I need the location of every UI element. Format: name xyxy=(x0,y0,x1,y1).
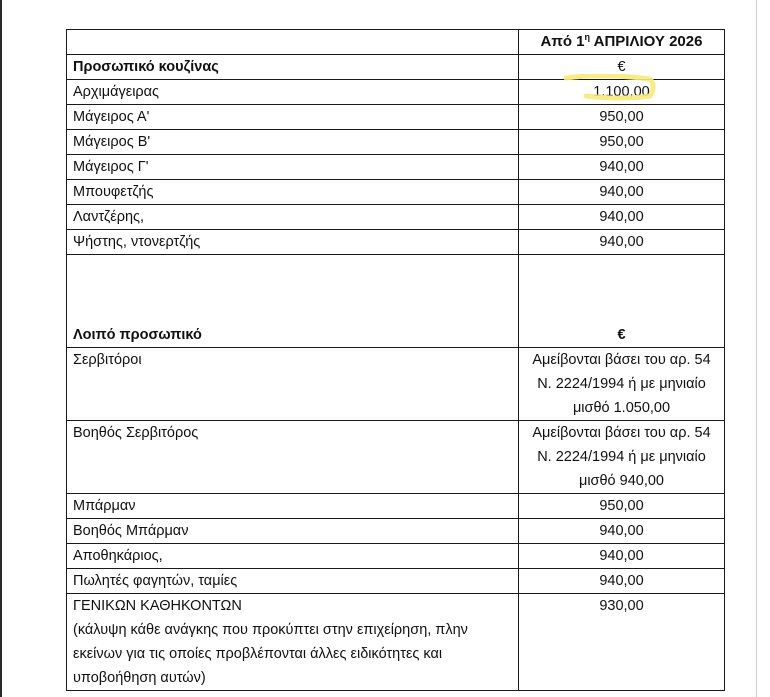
other-currency: € xyxy=(519,255,725,348)
table-row xyxy=(67,80,725,105)
table-row xyxy=(67,348,725,421)
role-cell: Πωλητές φαγητών, ταμίες xyxy=(67,569,519,594)
role-cell: Αρχιμάγειρας xyxy=(67,80,519,105)
header-empty-cell xyxy=(67,30,519,55)
role-cell: Λαντζέρης, xyxy=(67,205,519,230)
role-cell: Αποθηκάριος, xyxy=(67,544,519,569)
table-row-general-duties xyxy=(67,594,725,691)
kitchen-section-row xyxy=(67,55,725,80)
amount-cell: 940,00 xyxy=(519,205,725,230)
role-cell: Μάγειρος Β' xyxy=(67,130,519,155)
table-row xyxy=(67,230,725,255)
amount-cell: 930,00 xyxy=(519,594,725,691)
role-cell: Μάγειρος Γ' xyxy=(67,155,519,180)
general-duties-cell xyxy=(67,594,519,691)
page-edge-right xyxy=(756,0,757,697)
general-duties-title: ΓΕΝΙΚΩΝ ΚΑΘΗΚΟΝΤΩΝ xyxy=(73,598,242,614)
amount-cell: 1.100,00 xyxy=(519,80,725,105)
page-edge-left xyxy=(0,0,2,697)
amount-cell: 940,00 xyxy=(519,519,725,544)
role-cell: Μπάρμαν xyxy=(67,494,519,519)
table-row xyxy=(67,519,725,544)
kitchen-section-title: Προσωπικό κουζίνας xyxy=(67,55,519,80)
amount-cell: 950,00 xyxy=(519,105,725,130)
table-row xyxy=(67,544,725,569)
amount-cell: Αμείβονται βάσει του αρ. 54 Ν. 2224/1994 ή με μηνιαίο μισθό 1.050,00 xyxy=(519,348,725,421)
role-cell: Ψήστης, ντονερτζής xyxy=(67,230,519,255)
table-row xyxy=(67,180,725,205)
table-row xyxy=(67,205,725,230)
role-cell: Βοηθός Μπάρμαν xyxy=(67,519,519,544)
table-row xyxy=(67,105,725,130)
amount-cell: 940,00 xyxy=(519,155,725,180)
role-cell: Μάγειρος Α' xyxy=(67,105,519,130)
table-row xyxy=(67,155,725,180)
amount-cell: 950,00 xyxy=(519,494,725,519)
table-row xyxy=(67,569,725,594)
table-header-row xyxy=(67,30,725,55)
role-cell: Μπουφετζής xyxy=(67,180,519,205)
table-row xyxy=(67,421,725,494)
amount-cell: 940,00 xyxy=(519,544,725,569)
kitchen-currency: € xyxy=(519,55,725,80)
date-header: Από $1^\eta$ ΑΠΡΙΛΙΟΥ 2026 xyxy=(519,30,725,55)
amount-cell: 940,00 xyxy=(519,230,725,255)
role-cell: Σερβιτόροι xyxy=(67,348,519,421)
wage-table xyxy=(66,29,725,691)
other-section-row xyxy=(67,255,725,348)
role-cell: Βοηθός Σερβιτόρος xyxy=(67,421,519,494)
other-section-title: Λοιπό προσωπικό xyxy=(67,255,519,348)
amount-cell: 940,00 xyxy=(519,569,725,594)
amount-cell: 940,00 xyxy=(519,180,725,205)
amount-cell: 950,00 xyxy=(519,130,725,155)
amount-cell: Αμείβονται βάσει του αρ. 54 Ν. 2224/1994 ή με μηνιαίο μισθό 940,00 xyxy=(519,421,725,494)
table-row xyxy=(67,494,725,519)
general-duties-note: (κάλυψη κάθε ανάγκης που προκύπτει στην επιχείρηση, πλην εκείνων για τις οποίες προβλέπονται άλλες ειδικότητες και υποβοήθηση αυτών) xyxy=(73,622,468,686)
table-row xyxy=(67,130,725,155)
